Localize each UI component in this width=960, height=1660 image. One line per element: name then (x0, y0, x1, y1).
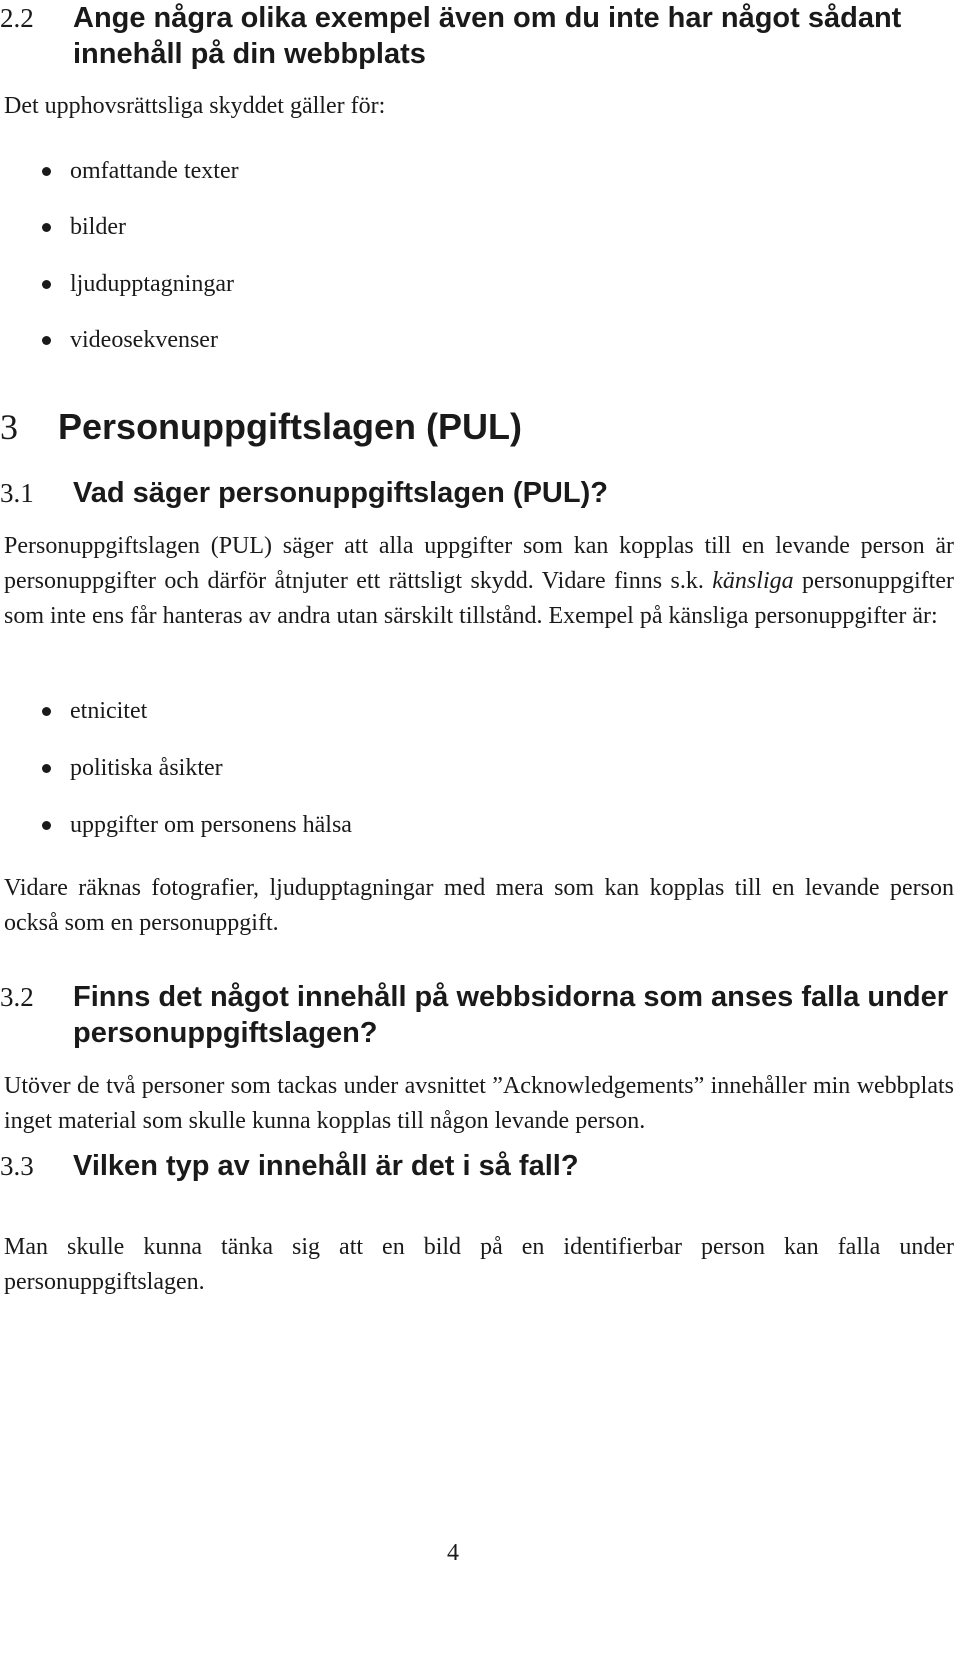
heading-text: Personuppgiftslagen (PUL) (58, 406, 523, 447)
heading-number: 3.1 (0, 478, 34, 508)
heading-text: Ange några olika exempel även om du inte har något sådant innehåll på din webbplats (73, 2, 902, 70)
heading-text: Vilken typ av innehåll är det i så fall? (73, 1150, 579, 1182)
heading-3-1 (0, 475, 953, 511)
heading-3-2 (0, 979, 953, 1051)
conclusion-paragraph: Man skulle kunna tänka sig att en bild på en identifierbar person kan falla under personuppgiftslagen. (4, 1234, 954, 1295)
bullet-icon (42, 821, 51, 830)
document-page: 2.2 Ange några olika exempel även om du inte har något sådant innehåll på din webbplats Det upphovsrättsliga skyddet gäller för: omfattande texter bilder ljudupptagningar videosekvenser 3 Personuppgiftslagen (PUL) 3.1 Vad säger personuppgiftslagen (PUL)? Personuppgiftslagen (PUL) säger att alla uppgifter som kan kopplas till en levande person är personuppgifter och därför åtnjuter ett rättsligt skydd. Vidare finns s.k. känsliga personuppgifter som inte ens får hanteras av andra utan särskilt tillstånd. Exempel på känsliga personuppgifter är: etnicitet politiska åsikter uppgifter om personens hälsa Vidare räknas fotografier, ljudupptagningar med mera som kan kopplas till en levande person också som en personuppgift. 3.2 Finns det något innehåll på webbsidorna som anses falla under personuppgiftslagen? Utöver de två personer som tackas under avsnittet ”Acknowledgements” innehåller min webbplats inget material som skulle kunna kopplas till någon levande person. 3.3 Vilken typ av innehåll är det i så fall? Man skulle kunna tänka sig att en bild på en identifierbar person kan falla under personuppgiftslagen. 4 (0, 2, 954, 1566)
photo-paragraph: Vidare räknas fotografier, ljudupptagningar med mera som kan kopplas till en levande person också som en personuppgift. (4, 875, 954, 936)
heading-text: Finns det något innehåll på webbsidorna som anses falla under personuppgiftslagen? (73, 981, 948, 1049)
heading-text: Vad säger personuppgiftslagen (PUL)? (73, 477, 608, 509)
bullet-icon (42, 223, 51, 232)
heading-number: 3.2 (0, 982, 34, 1012)
bullet-icon (42, 707, 51, 716)
bullet-icon (42, 280, 51, 289)
heading-number: 3 (0, 407, 18, 447)
page-number: 4 (447, 1540, 459, 1566)
acknowledgements-paragraph: Utöver de två personer som tackas under avsnittet ”Acknowledgements” innehåller min webbplats inget material som skulle kunna kopplas till någon levande person. (4, 1073, 954, 1134)
heading-3-3 (0, 1148, 953, 1184)
emphasis-text: känsliga (712, 568, 794, 594)
bullet-icon (42, 167, 51, 176)
intro-paragraph: Det upphovsrättsliga skyddet gäller för: (4, 93, 386, 119)
heading-2-2 (0, 0, 953, 72)
bullet-icon (42, 336, 51, 345)
heading-number: 3.3 (0, 1151, 34, 1181)
pul-paragraph: Personuppgiftslagen (PUL) säger att alla uppgifter som kan kopplas till en levande person är personuppgifter och därför åtnjuter ett rättsligt skydd. Vidare finns s.k. känsliga personuppgifter som inte ens får hanteras av andra utan särskilt tillstånd. Exempel på känsliga personuppgifter är: (4, 533, 954, 629)
heading-3 (0, 406, 522, 448)
bullet-icon (42, 764, 51, 773)
heading-number: 2.2 (0, 3, 34, 33)
